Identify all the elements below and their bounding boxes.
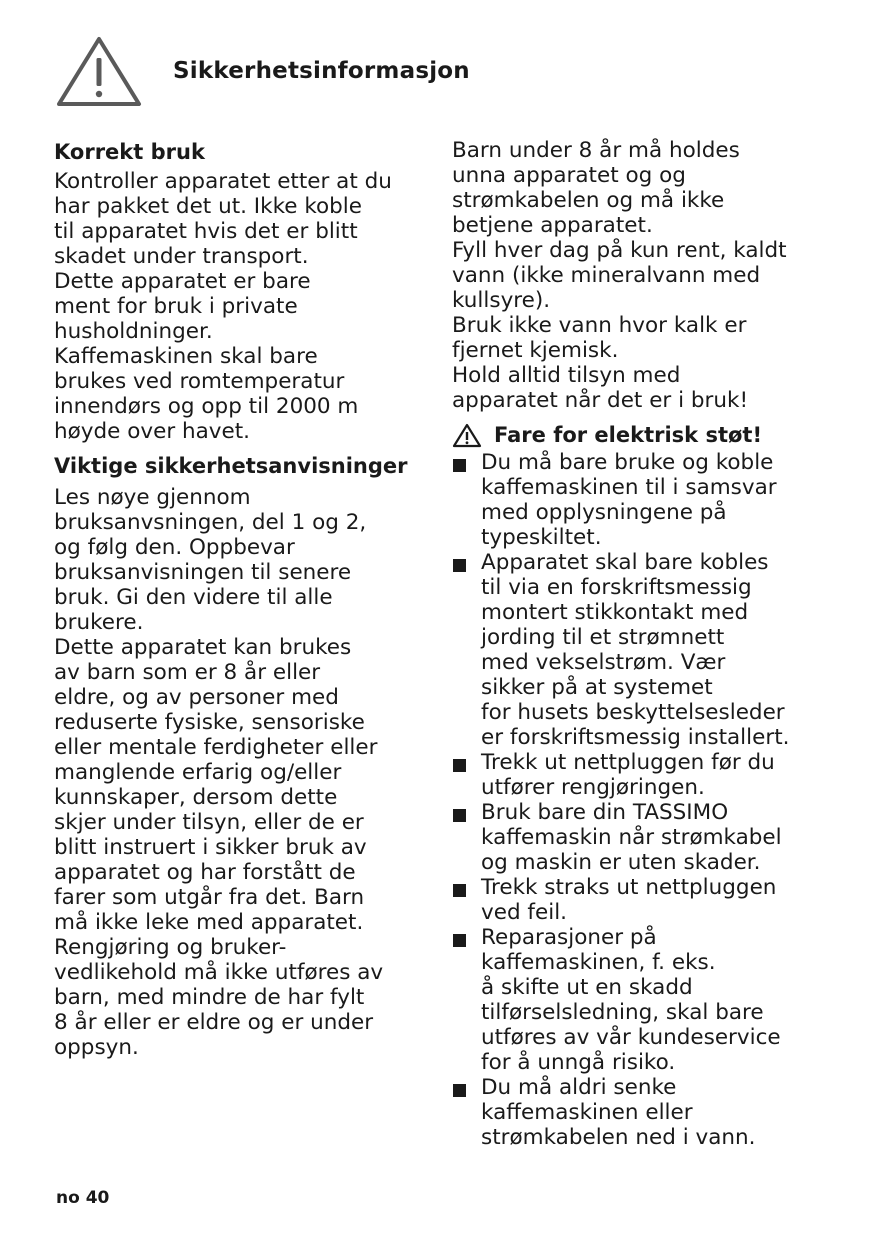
hazard-heading: Fare for elektrisk støt! xyxy=(494,423,763,447)
paragraph-correct-use: Kontroller apparatet etter at du har pakket det ut. Ikke koble til apparatet hvis det er blitt skadet under transport. Dette apparatet er bare ment for bruk i private husholdninger. Kaffemaskinen skal bare brukes ved romtemperatur innendørs og opp til 2000 m høyde over havet. xyxy=(54,169,392,444)
bullet-item: Trekk ut nettpluggen før du utfører rengjøringen. xyxy=(452,750,847,800)
warning-triangle-icon xyxy=(56,36,142,108)
electric-shock-bullet-list xyxy=(452,450,847,1150)
bullet-item: Reparasjoner på kaffemaskinen, f. eks. å skifte ut en skadd tilførselsledning, skal bare utføres av vår kundeservice for å unngå risiko. xyxy=(452,925,847,1075)
bullet-square-icon xyxy=(453,759,466,772)
bullet-square-icon xyxy=(453,809,466,822)
bullet-square-icon xyxy=(453,559,466,572)
left-column xyxy=(54,138,439,1060)
bullet-item: Bruk bare din TASSIMO kaffemaskin når strømkabel og maskin er uten skader. xyxy=(452,800,847,875)
bullet-item: Du må bare bruke og koble kaffemaskinen til i samsvar med opplysningene på typeskiltet. xyxy=(452,450,847,550)
bullet-item: Du må aldri senke kaffemaskinen eller strømkabelen ned i vann. xyxy=(452,1075,847,1150)
section-heading-important-safety: Viktige sikkerhetsanvisninger xyxy=(54,454,408,478)
paragraph-important-safety: Les nøye gjennom bruksanvsningen, del 1 og 2, og følg den. Oppbevar bruksanvisningen til senere bruk. Gi den videre til alle brukere. Dette apparatet kan brukes av barn som er 8 år eller eldre, og av personer med reduserte fysiske, sensoriske eller mentale ferdigheter eller manglende erfarig og/eller kunnskaper, dersom dette skjer under tilsyn, eller de er blitt instruert i sikker bruk av apparatet og har forstått de farer som utgår fra det. Barn må ikke leke med apparatet. Rengjøring og bruker- vedlikehold må ikke utføres av barn, med mindre de har fylt 8 år eller er eldre og er under oppsyn. xyxy=(54,485,384,1060)
hazard-warning-icon xyxy=(452,423,482,448)
bullet-square-icon xyxy=(453,459,466,472)
hazard-heading-row xyxy=(452,423,847,448)
page-title: Sikkerhetsinformasjon xyxy=(173,58,470,84)
bullet-item: Trekk straks ut nettpluggen ved feil. xyxy=(452,875,847,925)
right-column xyxy=(452,138,847,1150)
bullet-square-icon xyxy=(453,884,466,897)
paragraph-children-and-water: Barn under 8 år må holdes unna apparatet og og strømkabelen og må ikke betjene apparatet. Fyll hver dag på kun rent, kaldt vann (ikke mineralvann med kullsyre). Bruk ikke vann hvor kalk er fjernet kjemisk. Hold alltid tilsyn med apparatet når det er i bruk! xyxy=(452,138,787,413)
bullet-square-icon xyxy=(453,934,466,947)
bullet-square-icon xyxy=(453,1084,466,1097)
section-heading-correct-use: Korrekt bruk xyxy=(54,140,205,164)
page-number: no 40 xyxy=(56,1188,110,1208)
bullet-item: Apparatet skal bare kobles til via en forskriftsmessig montert stikkontakt med jording til et strømnett med vekselstrøm. Vær sikker på at systemet for husets beskyttelsesleder er forskriftsmessig installert. xyxy=(452,550,847,750)
